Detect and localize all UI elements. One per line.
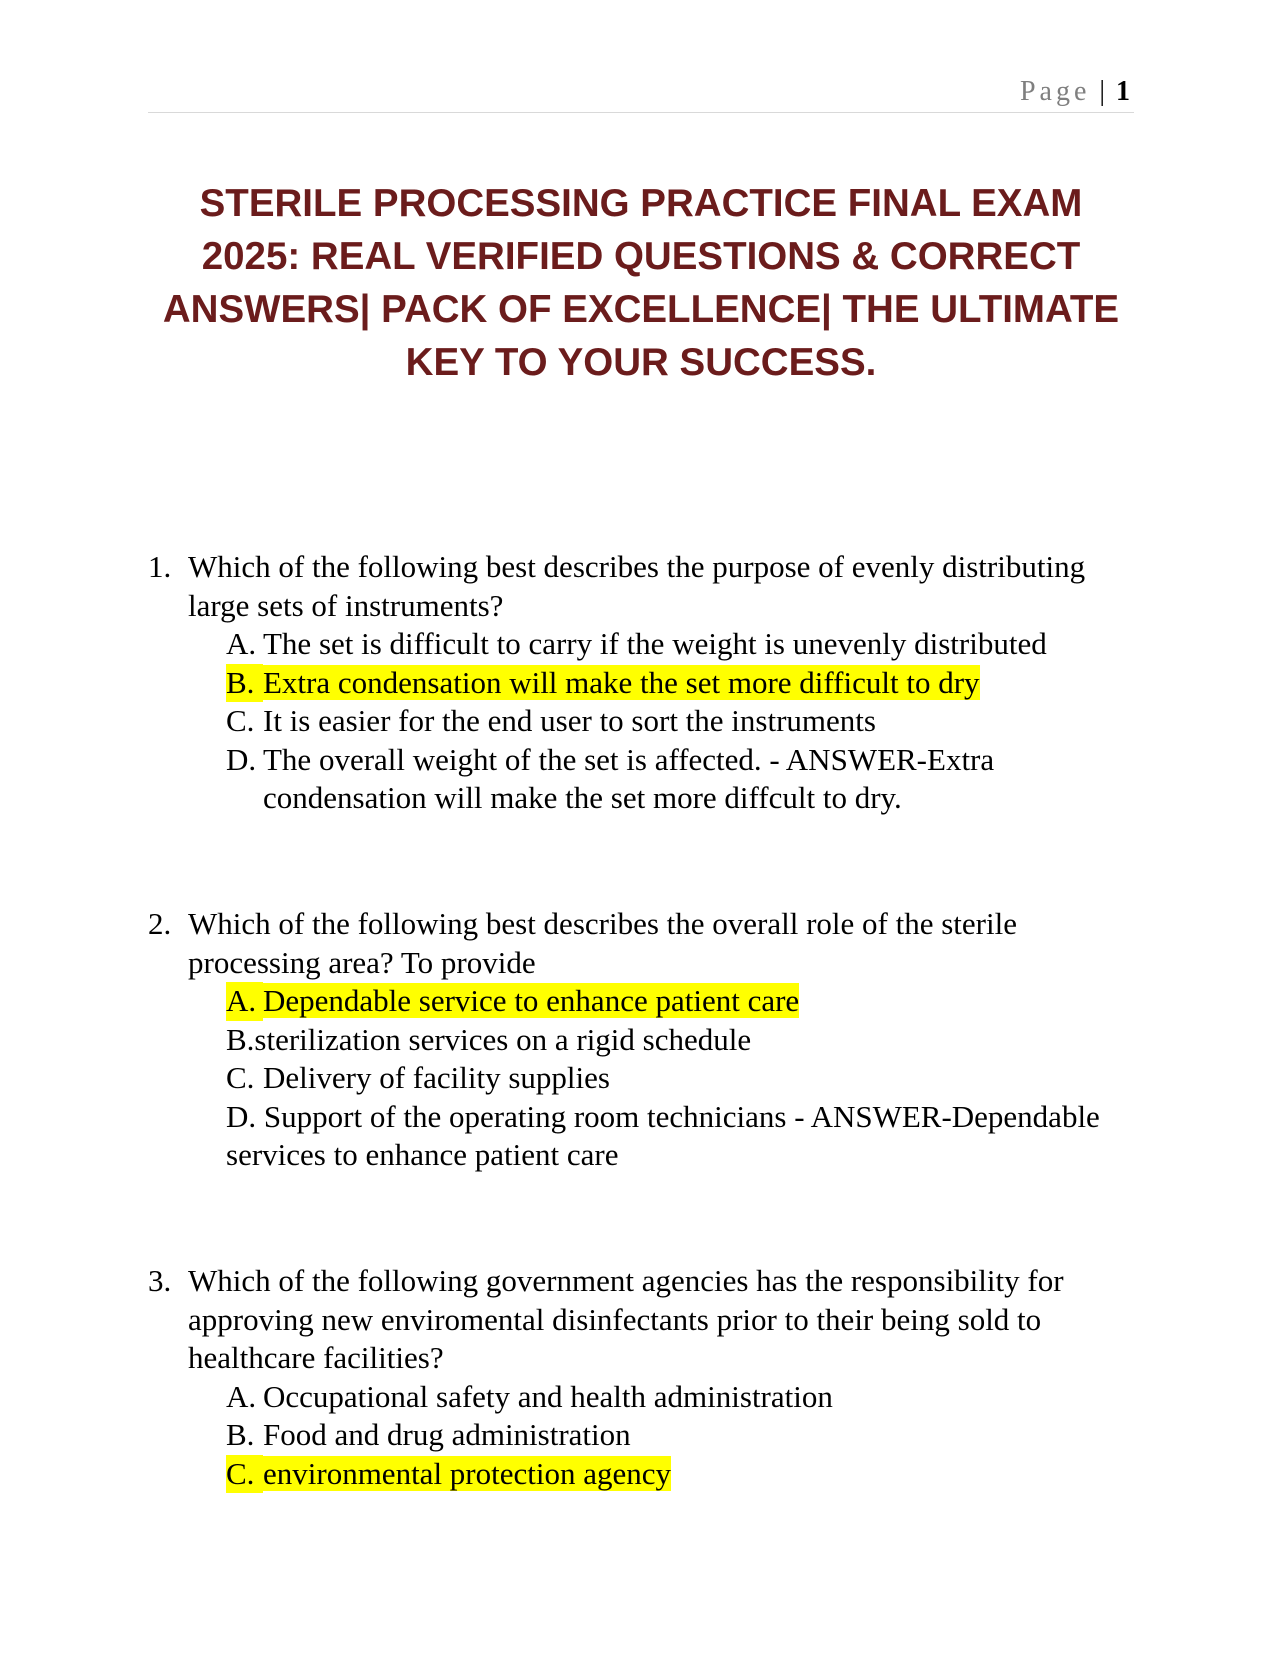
options-list: [226, 625, 1138, 818]
option-b-correct: [226, 664, 1138, 703]
option-letter: C.: [226, 1060, 255, 1095]
option-a: [226, 1378, 1138, 1417]
question-text: Which of the following government agencies has the responsibility for approving new enviromental disinfectants prior to their being sold to healthcare facilities?: [188, 1263, 1064, 1375]
option-a: [226, 625, 1138, 664]
option-text: It is easier for the end user to sort the instruments: [263, 703, 876, 738]
option-letter: B.: [226, 664, 263, 703]
option-c-correct: [226, 1455, 1138, 1494]
question-text: Which of the following best describes the purpose of evenly distributing large sets of instruments?: [188, 549, 1086, 623]
question-number: 2.: [148, 906, 172, 941]
option-letter: C.: [226, 703, 255, 738]
option-text: The set is difficult to carry if the weight is unevenly distributed: [263, 626, 1047, 661]
question-3: [148, 1262, 1138, 1493]
question-1: [148, 548, 1138, 818]
option-letter: D.: [226, 741, 257, 777]
document-title: STERILE PROCESSING PRACTICE FINAL EXAM 2025: REAL VERIFIED QUESTIONS & CORRECT ANSWERS| PACK OF EXCELLENCE| THE ULTIMATE KEY TO YOUR SUCCESS.: [162, 182, 1120, 384]
page-label: [1020, 74, 1130, 110]
question-text: Which of the following best describes the overall role of the sterile processing area? To provide: [188, 906, 1017, 980]
option-text: Occupational safety and health administration: [263, 1378, 833, 1414]
option-b: B.sterilization services on a rigid schedule: [226, 1021, 752, 1057]
page-word: Page: [1019, 76, 1091, 107]
option-text-highlighted: environmental protection agency: [263, 1455, 672, 1491]
page-header: [148, 74, 1134, 113]
option-text: Food and drug administration: [263, 1417, 631, 1452]
option-letter: C.: [226, 1455, 263, 1494]
option-a-correct: [226, 982, 1138, 1021]
question-number: 3.: [148, 1263, 172, 1298]
option-d: D. Support of the operating room technicians - ANSWER-Dependable services to enhance patient care: [226, 1098, 1100, 1172]
option-text-highlighted: Extra condensation will make the set more difficult to dry: [263, 664, 980, 700]
option-letter: B.: [226, 1417, 255, 1452]
option-text: Delivery of facility supplies: [263, 1060, 610, 1095]
option-c: [226, 1059, 1138, 1098]
option-letter: A.: [226, 1378, 257, 1414]
option-text: The overall weight of the set is affected. - ANSWER-Extra condensation will make the set more diffcult to dry.: [263, 741, 995, 815]
option-d: [226, 741, 1138, 818]
options-list: [226, 1378, 1138, 1494]
question-2: [148, 905, 1138, 1175]
page-separator: |: [1099, 76, 1105, 107]
option-text-highlighted: Dependable service to enhance patient care: [263, 983, 800, 1018]
option-letter: A.: [226, 626, 257, 661]
options-list: [226, 982, 1138, 1175]
page-number: 1: [1116, 76, 1130, 107]
option-c: [226, 702, 1138, 741]
option-letter: A.: [226, 982, 263, 1021]
option-b: [226, 1416, 1138, 1455]
question-number: 1.: [148, 549, 172, 584]
